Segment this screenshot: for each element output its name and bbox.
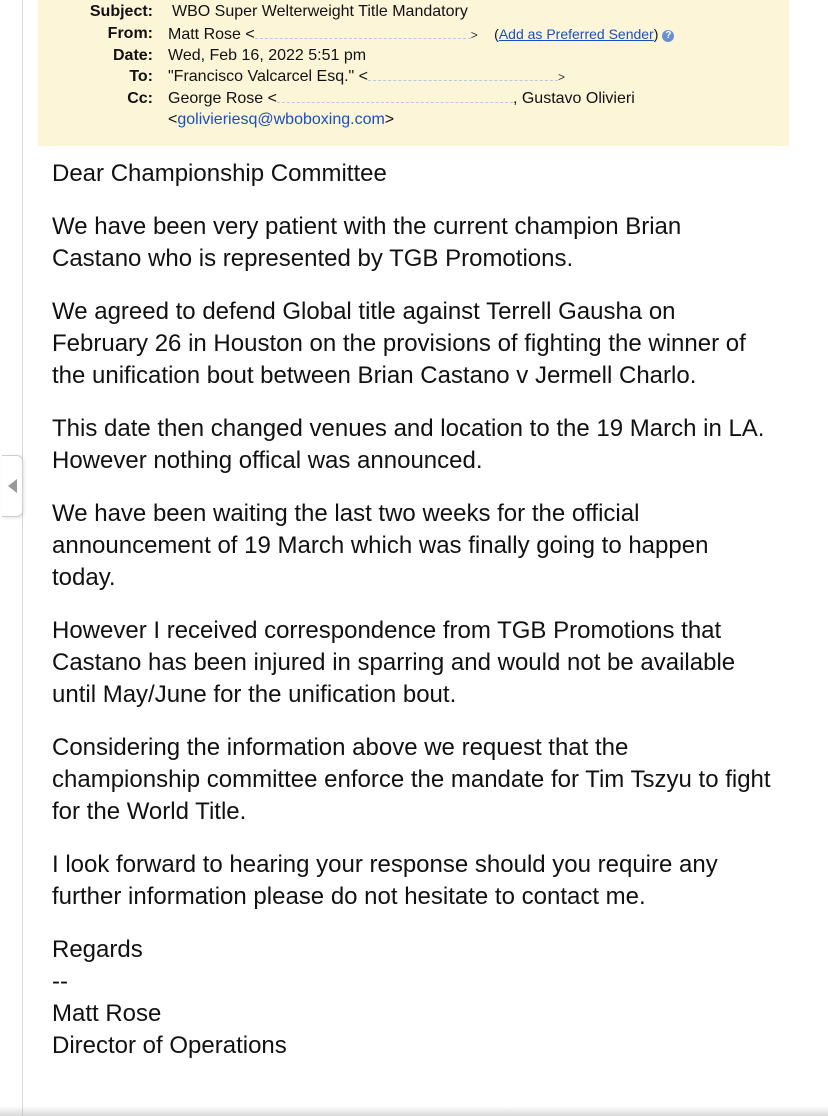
collapse-panel-button[interactable]	[2, 455, 23, 517]
to-value	[168, 67, 565, 87]
email-header	[38, 0, 789, 146]
bottom-shadow	[0, 1106, 828, 1116]
to-label: To:	[129, 68, 153, 85]
sig-title: Director of Operations	[52, 1032, 287, 1059]
paragraph: We have been very patient with the current champion Brian Castano who is represented by TGB Promotions.	[52, 213, 682, 272]
from-close: >	[470, 28, 478, 42]
redacted-email	[277, 90, 513, 103]
cc-label: Cc:	[127, 90, 153, 107]
from-label: From:	[107, 25, 153, 42]
paragraph: Considering the information above we request that the championship committee enforce the mandate for Tim Tszyu to fight for the World Title.	[52, 734, 771, 825]
email-body	[52, 158, 772, 1062]
to-close: >	[558, 70, 566, 84]
to-name: "Francisco Valcarcel Esq." <	[168, 68, 369, 85]
paragraph: We have been waiting the last two weeks for the official announcement of 19 March which was finally going to happen today.	[52, 500, 709, 591]
greeting: Dear Championship Committee	[52, 160, 387, 187]
cc-rest: , Gustavo Olivieri	[512, 90, 635, 107]
paragraph: I look forward to hearing your response should you require any further information please do not hesitate to contact me.	[52, 851, 718, 910]
cc-email-wrap: <golivieriesq@wboboxing.com>	[168, 111, 395, 128]
paragraph: However I received correspondence from TGB Promotions that Castano has been injured in sparring and would not be available until May/June for the unification bout.	[52, 617, 736, 708]
paragraph: This date then changed venues and location to the 19 March in LA. However nothing offical was announced.	[52, 415, 765, 474]
date-value: Wed, Feb 16, 2022 5:51 pm	[168, 47, 367, 64]
date-label: Date:	[112, 47, 153, 64]
cc-email-link[interactable]: golivieriesq@wboboxing.com	[177, 111, 385, 128]
redacted-email	[255, 26, 471, 39]
subject-value: WBO Super Welterweight Title Mandatory	[172, 3, 468, 20]
sig-name: Matt Rose	[52, 1000, 162, 1027]
from-value: Matt Rose < > (Add as Preferred Sender) ?	[168, 24, 674, 45]
cc-value	[168, 89, 635, 109]
cc-name: George Rose <	[168, 90, 277, 107]
from-name: Matt Rose <	[168, 26, 255, 43]
redacted-email	[368, 68, 558, 81]
signature	[52, 934, 772, 1062]
chevron-left-icon	[8, 479, 17, 493]
subject-label: Subject:	[89, 3, 153, 20]
add-preferred-sender-link[interactable]: Add as Preferred Sender	[498, 26, 654, 42]
sig-separator: --	[52, 968, 68, 995]
closing: Regards	[52, 936, 143, 963]
paragraph: We agreed to defend Global title against Terrell Gausha on February 26 in Houston on the provisions of fighting the winner of the unification bout between Brian Castano v Jermell Charlo.	[52, 298, 746, 389]
help-icon[interactable]: ?	[662, 30, 674, 42]
left-rail	[0, 0, 23, 1116]
